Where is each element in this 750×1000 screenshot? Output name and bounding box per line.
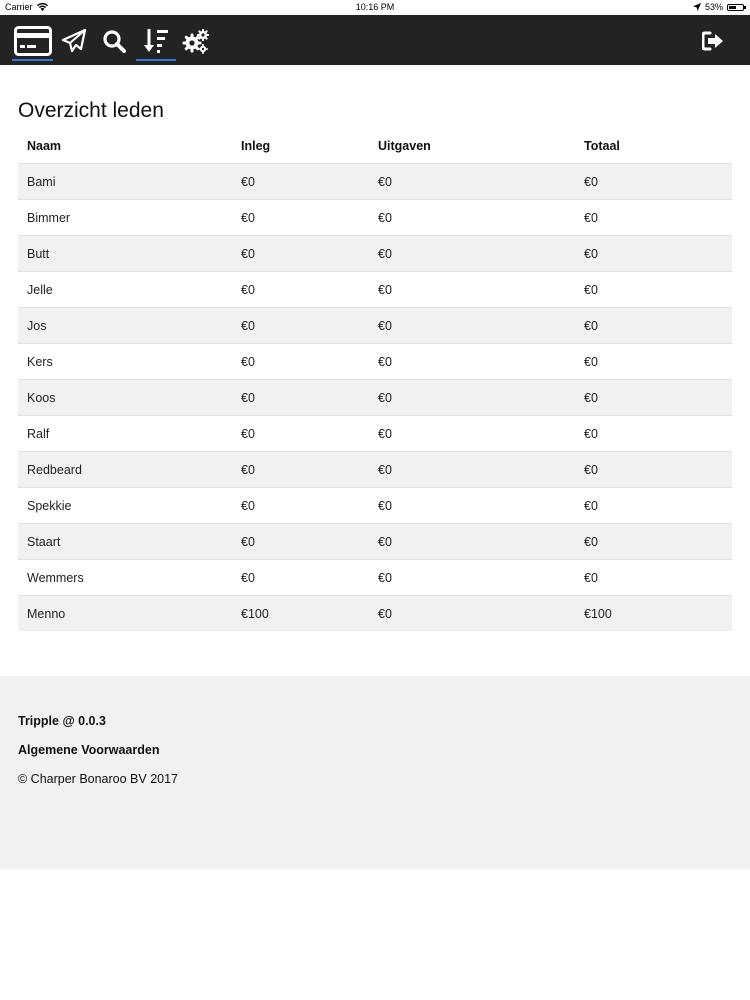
cogs-icon[interactable] bbox=[182, 23, 210, 59]
cell-totaal: €0 bbox=[575, 452, 732, 488]
table-row bbox=[18, 200, 732, 236]
cell-uitgaven: €0 bbox=[369, 164, 575, 200]
cell-inleg: €0 bbox=[232, 344, 369, 380]
cell-naam: Bami bbox=[18, 164, 232, 200]
cell-totaal: €0 bbox=[575, 236, 732, 272]
terms-link[interactable]: Algemene Voorwaarden bbox=[18, 743, 160, 757]
sign-out-icon[interactable] bbox=[701, 23, 725, 59]
cell-inleg: €0 bbox=[232, 380, 369, 416]
members-table bbox=[18, 128, 732, 631]
cell-inleg: €0 bbox=[232, 524, 369, 560]
cell-naam: Staart bbox=[18, 524, 232, 560]
sort-amount-icon[interactable] bbox=[136, 23, 176, 59]
cell-naam: Redbeard bbox=[18, 452, 232, 488]
cell-inleg: €0 bbox=[232, 416, 369, 452]
cell-naam: Bimmer bbox=[18, 200, 232, 236]
cell-inleg: €0 bbox=[232, 452, 369, 488]
cell-totaal: €0 bbox=[575, 560, 732, 596]
cell-uitgaven: €0 bbox=[369, 524, 575, 560]
paper-plane-icon[interactable] bbox=[60, 23, 88, 59]
cell-totaal: €100 bbox=[575, 596, 732, 632]
cell-naam: Wemmers bbox=[18, 560, 232, 596]
cell-naam: Ralf bbox=[18, 416, 232, 452]
cell-totaal: €0 bbox=[575, 164, 732, 200]
cell-totaal: €0 bbox=[575, 488, 732, 524]
cell-inleg: €0 bbox=[232, 272, 369, 308]
cell-naam: Koos bbox=[18, 380, 232, 416]
cell-naam: Jos bbox=[18, 308, 232, 344]
cell-naam: Butt bbox=[18, 236, 232, 272]
table-row bbox=[18, 272, 732, 308]
cell-inleg: €0 bbox=[232, 308, 369, 344]
column-header-uitgaven: Uitgaven bbox=[369, 128, 575, 164]
cell-uitgaven: €0 bbox=[369, 488, 575, 524]
cell-naam: Kers bbox=[18, 344, 232, 380]
battery-icon bbox=[727, 4, 744, 11]
column-header-inleg: Inleg bbox=[232, 128, 369, 164]
page-title: Overzicht leden bbox=[18, 99, 164, 122]
column-header-totaal: Totaal bbox=[575, 128, 732, 164]
table-row bbox=[18, 488, 732, 524]
cell-uitgaven: €0 bbox=[369, 344, 575, 380]
app-version: Tripple @ 0.0.3 bbox=[18, 714, 106, 728]
cell-uitgaven: €0 bbox=[369, 380, 575, 416]
cell-totaal: €0 bbox=[575, 524, 732, 560]
cell-uitgaven: €0 bbox=[369, 236, 575, 272]
cell-uitgaven: €0 bbox=[369, 200, 575, 236]
battery-percent: 53% bbox=[704, 2, 723, 12]
table-row bbox=[18, 416, 732, 452]
table-row bbox=[18, 524, 732, 560]
cell-inleg: €0 bbox=[232, 164, 369, 200]
top-navbar bbox=[0, 15, 750, 65]
footer bbox=[0, 676, 750, 869]
cell-totaal: €0 bbox=[575, 380, 732, 416]
table-row bbox=[18, 164, 732, 200]
column-header-naam: Naam bbox=[18, 128, 232, 164]
credit-card-icon[interactable] bbox=[12, 23, 53, 59]
cell-uitgaven: €0 bbox=[369, 416, 575, 452]
table-row bbox=[18, 308, 732, 344]
table-header-row bbox=[18, 128, 732, 164]
table-row bbox=[18, 596, 732, 632]
cell-totaal: €0 bbox=[575, 416, 732, 452]
copyright: © Charper Bonaroo BV 2017 bbox=[18, 772, 179, 786]
table-row bbox=[18, 380, 732, 416]
cell-uitgaven: €0 bbox=[369, 560, 575, 596]
status-bar bbox=[0, 0, 750, 15]
cell-uitgaven: €0 bbox=[369, 308, 575, 344]
search-icon[interactable] bbox=[101, 23, 127, 59]
table-row bbox=[18, 236, 732, 272]
cell-totaal: €0 bbox=[575, 308, 732, 344]
cell-inleg: €0 bbox=[232, 200, 369, 236]
cell-inleg: €100 bbox=[232, 596, 369, 632]
cell-totaal: €0 bbox=[575, 200, 732, 236]
cell-totaal: €0 bbox=[575, 344, 732, 380]
carrier-label: Carrier bbox=[5, 2, 33, 12]
cell-inleg: €0 bbox=[232, 488, 369, 524]
table-row bbox=[18, 452, 732, 488]
cell-inleg: €0 bbox=[232, 560, 369, 596]
cell-naam: Spekkie bbox=[18, 488, 232, 524]
location-arrow-icon bbox=[693, 3, 701, 11]
cell-totaal: €0 bbox=[575, 272, 732, 308]
table-row bbox=[18, 344, 732, 380]
cell-uitgaven: €0 bbox=[369, 452, 575, 488]
cell-naam: Menno bbox=[18, 596, 232, 632]
table-row bbox=[18, 560, 732, 596]
cell-uitgaven: €0 bbox=[369, 596, 575, 632]
cell-inleg: €0 bbox=[232, 236, 369, 272]
cell-naam: Jelle bbox=[18, 272, 232, 308]
status-time: 10:16 PM bbox=[355, 2, 395, 12]
cell-uitgaven: €0 bbox=[369, 272, 575, 308]
